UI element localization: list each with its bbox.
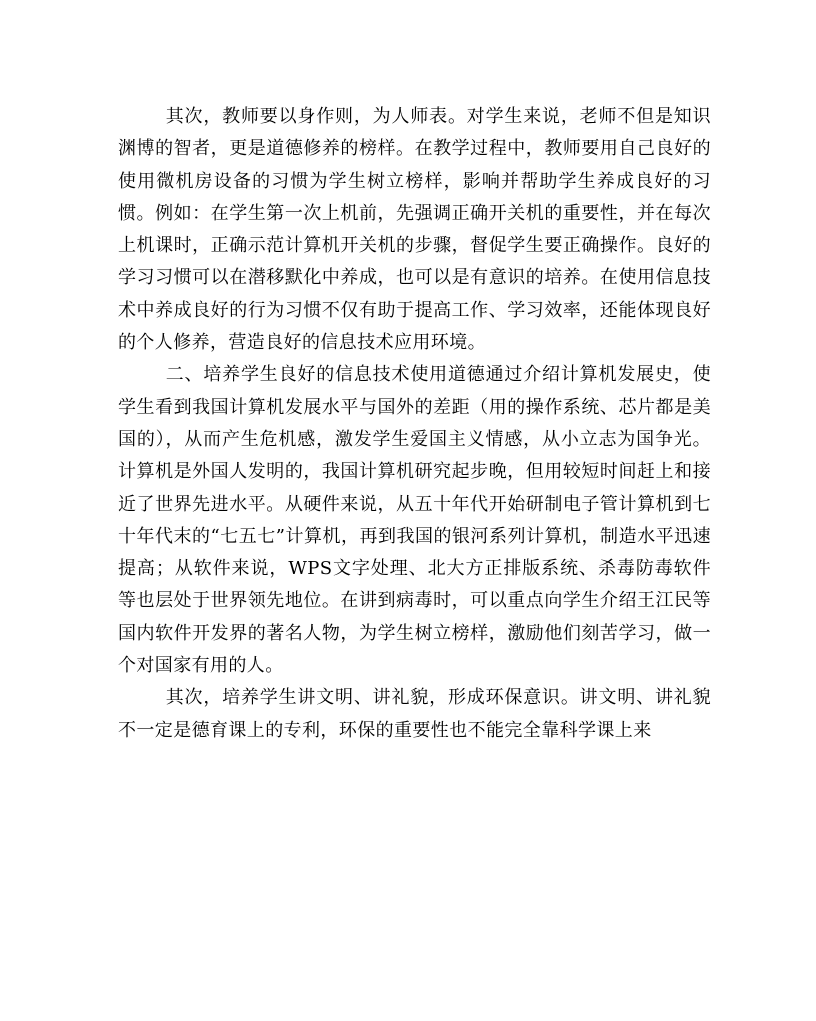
document-body (118, 101, 711, 747)
paragraph-civility: 其次，培养学生讲文明、讲礼貌，形成环保意识。讲文明、讲礼貌不一定是德育课上的专利，环保的重要性也不能完全靠科学课上来 (118, 687, 711, 741)
paragraph-ethics-section: 二、培养学生良好的信息技术使用道德通过介绍计算机发展史，使学生看到我国计算机发展水平与国外的差距（用的操作系统、芯片都是美国的），从而产生危机感，激发学生爱国主义情感，从小立志为国争光。计算机是外国人发明的，我国计算机研究起步晚，但用较短时间赶上和接近了世界先进水平。从硬件来说，从五十年代开始研制电子管计算机到七十年代末的“七五七”计算机，再到我国的银河系列计算机，制造水平迅速提高；从软件来说，WPS文字处理、北大方正排版系统、杀毒防毒软件等也层处于世界领先地位。在讲到病毒时，可以重点向学生介绍王江民等国内软件开发界的著名人物，为学生树立榜样，激励他们刻苦学习，做一个对国家有用的人。 (118, 364, 711, 677)
paragraph-teacher-example: 其次，教师要以身作则，为人师表。对学生来说，老师不但是知识渊博的智者，更是道德修养的榜样。在教学过程中，教师要用自己良好的使用微机房设备的习惯为学生树立榜样，影响并帮助学生养成良好的习惯。例如：在学生第一次上机前，先强调正确开关机的重要性，并在每次上机课时，正确示范计算机开关机的步骤，督促学生要正确操作。良好的学习习惯可以在潜移默化中养成，也可以是有意识的培养。在使用信息技术中养成良好的行为习惯不仅有助于提高工作、学习效率，还能体现良好的个人修养，营造良好的信息技术应用环境。 (118, 106, 711, 354)
